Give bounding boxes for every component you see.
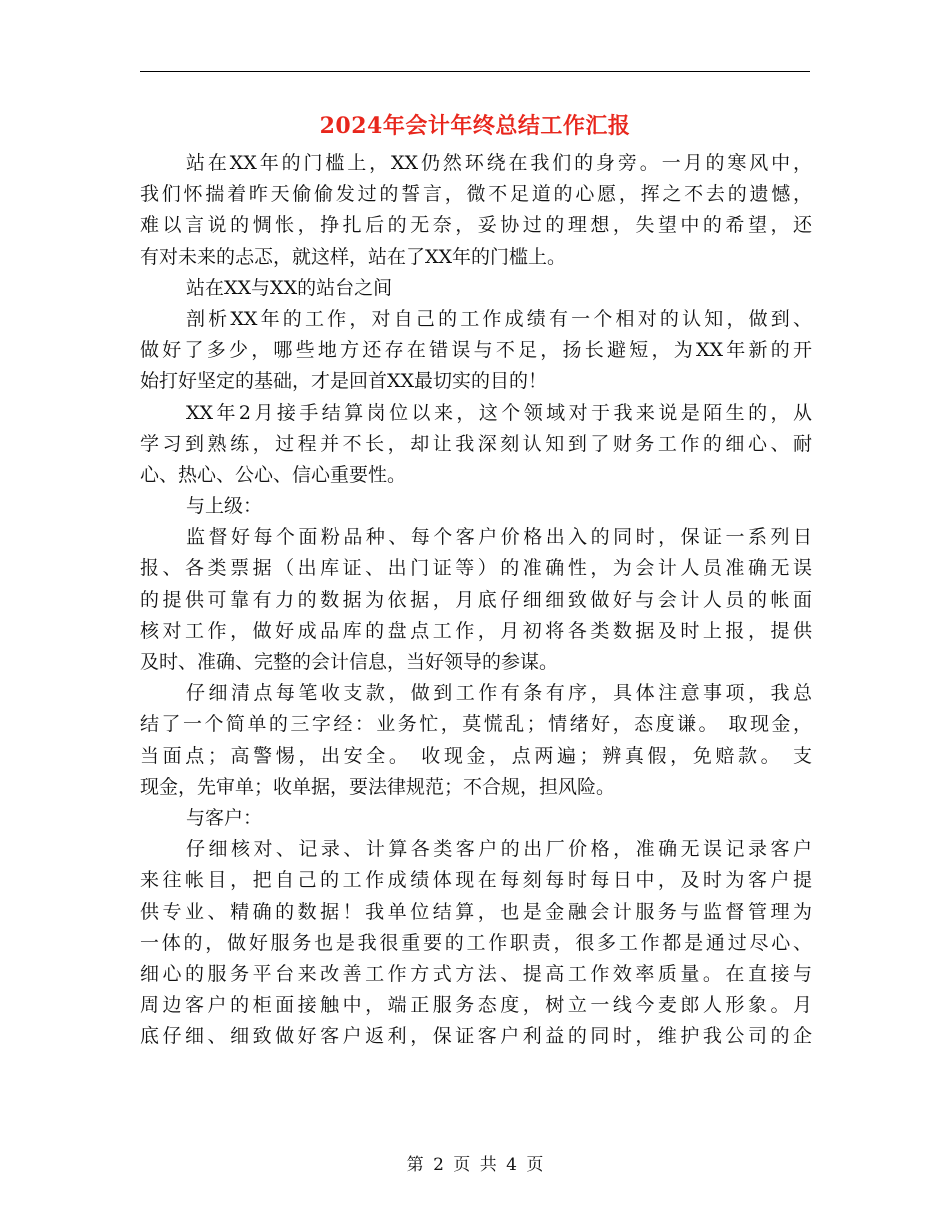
text-line: 做好了多少，哪些地方还存在错误与不足，扬长避短，为XX年新的开 — [140, 339, 812, 362]
text-line: 与上级： — [186, 495, 263, 518]
text-line: 来往帐目，把自己的工作成绩体现在每刻每时每日中，及时为客户提 — [140, 869, 812, 892]
text-line: 有对未来的忐忑，就这样，站在了XX年的门槛上。 — [140, 245, 567, 268]
text-line: 我们怀揣着昨天偷偷发过的誓言，微不足道的心愿，挥之不去的遗憾， — [140, 183, 812, 206]
text-line: 与客户： — [186, 806, 263, 829]
text-line: 周边客户的柜面接触中，端正服务态度，树立一线今麦郎人形象。月 — [140, 994, 812, 1017]
text-line: 仔细清点每笔收支款，做到工作有条有序，具体注意事项，我总 — [186, 682, 812, 705]
text-line: 监督好每个面粉品种、每个客户价格出入的同时，保证一系列日 — [186, 526, 812, 549]
text-line: 剖析XX年的工作，对自己的工作成绩有一个相对的认知，做到、 — [186, 307, 812, 330]
text-line: 学习到熟练，过程并不长，却让我深刻认知到了财务工作的细心、耐 — [140, 432, 812, 455]
page-number-footer: 第 2 页 共 4 页 — [406, 1155, 544, 1175]
text-line: 结了一个简单的三字经：业务忙，莫慌乱；情绪好，态度谦。 取现金， — [140, 713, 812, 736]
text-line: 报、各类票据（出库证、出门证等）的准确性，为会计人员准确无误 — [140, 557, 812, 580]
document-body — [140, 148, 812, 1052]
text-line: 现金，先审单；收单据，要法律规范；不合规，担风险。 — [140, 775, 616, 798]
header-rule — [140, 71, 810, 72]
text-line: 细心的服务平台来改善工作方式方法、提高工作效率质量。在直接与 — [140, 962, 812, 985]
text-line: 及时、准确、完整的会计信息，当好领导的参谋。 — [140, 651, 559, 673]
text-line: 核对工作，做好成品库的盘点工作，月初将各类数据及时上报，提供 — [140, 619, 812, 642]
text-line: 始打好坚定的基础，才是回首XX最切实的目的！ — [140, 370, 548, 393]
text-line: 一体的，做好服务也是我很重要的工作职责，很多工作都是通过尽心、 — [140, 931, 812, 954]
text-line: 底仔细、细致做好客户返利，保证客户利益的同时，维护我公司的企 — [140, 1025, 812, 1048]
text-line: XX年2月接手结算岗位以来，这个领域对于我来说是陌生的，从 — [186, 401, 812, 424]
text-line: 站在XX与XX的站台之间 — [186, 276, 393, 299]
text-line: 站在XX年的门槛上，XX仍然环绕在我们的身旁。一月的寒风中， — [186, 152, 812, 174]
text-line: 心、热心、公心、信心重要性。 — [140, 463, 407, 486]
text-line: 难以言说的惆怅，挣扎后的无奈，妥协过的理想，失望中的希望，还 — [140, 214, 812, 237]
document-title: 2024年会计年终总结工作汇报 — [319, 113, 631, 139]
text-line: 的提供可靠有力的数据为依据，月底仔细细致做好与会计人员的帐面 — [140, 588, 812, 611]
text-line: 当面点；高警惕，出安全。 收现金，点两遍；辨真假，免赔款。 支 — [140, 744, 812, 767]
text-line: 仔细核对、记录、计算各类客户的出厂价格，准确无误记录客户 — [186, 838, 812, 861]
text-line: 供专业、精确的数据！我单位结算，也是金融会计服务与监督管理为 — [140, 900, 812, 923]
